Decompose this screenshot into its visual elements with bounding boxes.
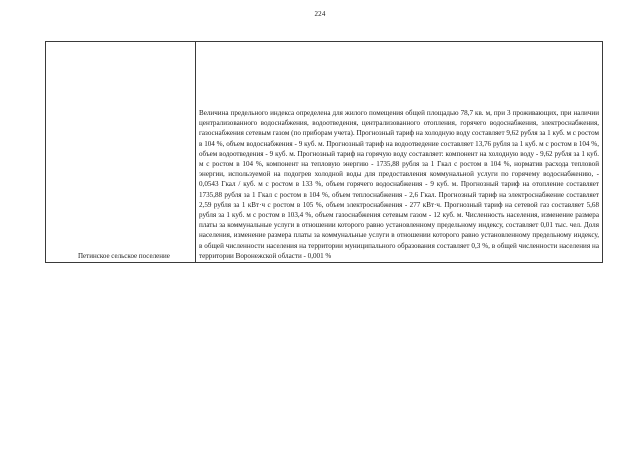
settlement-index-table	[45, 41, 603, 263]
settlement-cell	[46, 42, 196, 263]
index-description: Величина предельного индекса определена для жилого помещения общей площадью 78,7 кв. м, при 3 проживающих, при наличии централизованного водоснабжения, водоотведения, централизованного отопления, горячего водоснабжения, электроснабжения, газоснабжения сетевым газом (по приборам учета). Прогнозный тариф на холодную воду составляет 9,62 рубля за 1 куб. м с ростом в 104 %, объем водоснабжения - 9 куб. м. Прогнозный тариф на водоотведение составляет 13,76 рубля за 1 куб. м с ростом в 104 %, объем водоотведения - 9 куб. м. Прогнозный тариф на горячую воду составляет: компонент на холодную воду - 9,62 рубля за 1 куб. м с ростом в 104 %, компонент на тепловую энергию - 1735,88 рубля за 1 Гкал с ростом в 104 %, норматив расхода тепловой энергии, используемой на подогрев холодной воды для предоставления коммунальной услуги по горячему водоснабжению, - 0,0543 Гкал / куб. м с ростом в 133 %, объем горячего водоснабжения - 9 куб. м. Прогнозный тариф на отопление составляет 1735,88 рубля за 1 Гкал с ростом в 104 %, объем теплоснабжения - 2,6 Гкал. Прогнозный тариф на электроснабжение составляет 2,59 рубля за 1 кВт·ч с ростом в 105 %, объем электроснабжения - 277 кВт·ч. Прогнозный тариф на сетевой газ составляет 5,68 рубля за 1 куб. м с ростом в 103,4 %, объем газоснабжения сетевым газом - 12 куб. м. Численность населения, изменение размера платы за коммунальные услуги в отношении которого равно установленному предельному индексу, составляет 0,01 тыс. чел. Доля населения, изменение размера платы за коммунальные услуги в отношении которого равно установленному предельному индексу, в общей численности населения на территории муниципального образования составляет 0,3 %, в общей численности населения на территории Воронежской области - 0,001 %	[199, 108, 599, 260]
description-cell	[196, 42, 603, 263]
page-number: 224	[314, 10, 326, 18]
table-row	[46, 42, 603, 263]
settlement-name: Петинское сельское поселение	[78, 252, 170, 260]
